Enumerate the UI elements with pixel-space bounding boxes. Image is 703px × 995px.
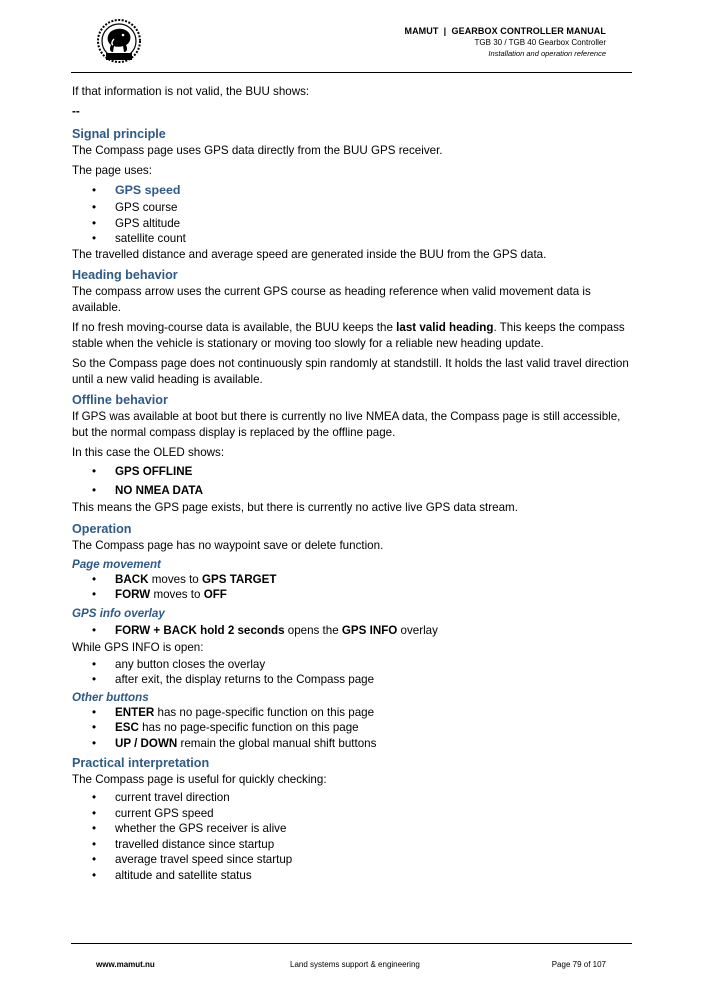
header-rule (71, 72, 632, 73)
offline-list (72, 462, 632, 500)
offline-p1: If GPS was available at boot but there is currently no live NMEA data, the Compass page is still accessible, but the normal compass display is replaced by the offline page. (72, 409, 621, 439)
list-item: • GPS course (72, 200, 632, 216)
list-item: • UP / DOWN remain the global manual shift buttons (72, 736, 632, 752)
other-buttons-heading: Other buttons (72, 690, 149, 704)
footer-website[interactable]: www.mamut.nu (96, 960, 155, 969)
signal-p1: The Compass page uses GPS data directly from the BUU GPS receiver. (72, 144, 443, 157)
list-item: • any button closes the overlay (72, 657, 632, 673)
footer-tagline: Land systems support & engineering (290, 960, 420, 969)
manual-section: Installation and operation reference (488, 49, 606, 58)
page-content (72, 84, 632, 883)
mamut-logo (94, 18, 144, 64)
list-item: • ENTER has no page-specific function on this page (72, 705, 632, 721)
heading-p3: So the Compass page does not continuously spin randomly at standstill. It holds the last valid travel direction until a new valid heading is available. (72, 356, 629, 386)
list-item: • current travel direction (72, 790, 632, 806)
practical-interpretation-heading: Practical interpretation (72, 756, 210, 770)
list-item: • altitude and satellite status (72, 868, 632, 884)
overlay-open-list (72, 657, 632, 688)
overlay-list (72, 621, 632, 640)
list-item: • GPS speed (72, 181, 632, 200)
signal-p3: The travelled distance and average speed are generated inside the BUU from the GPS data. (72, 247, 547, 261)
practical-list (72, 790, 632, 883)
list-item: • ESC has no page-specific function on this page (72, 720, 632, 736)
heading-p1: The compass arrow uses the current GPS course as heading reference when valid movement data is available. (72, 284, 591, 314)
list-item: • after exit, the display returns to the Compass page (72, 672, 632, 688)
heading-behavior-heading: Heading behavior (72, 267, 178, 282)
gps-info-overlay-heading: GPS info overlay (72, 606, 165, 620)
signal-p2: The page uses: (72, 164, 152, 177)
footer-rule (71, 943, 632, 944)
offline-p2: In this case the OLED shows: (72, 445, 225, 459)
dashes-text: -- (72, 105, 80, 118)
overlay-p: While GPS INFO is open: (72, 640, 204, 654)
operation-p1: The Compass page has no waypoint save or delete function. (72, 538, 384, 552)
list-item: • GPS altitude (72, 216, 632, 232)
list-item: • satellite count (72, 231, 632, 247)
list-item: • FORW moves to OFF (72, 587, 632, 603)
list-item: • current GPS speed (72, 806, 632, 822)
page-movement-heading: Page movement (72, 557, 161, 571)
heading-p2: If no fresh moving-course data is available, the BUU keeps the last valid heading. This keeps the compass stable when the vehicle is stationary or moving too slowly for a reliable new heading update. (72, 320, 625, 350)
footer-page-number: Page 79 of 107 (551, 960, 606, 969)
manual-subtitle: TGB 30 / TGB 40 Gearbox Controller (474, 38, 606, 47)
list-item: • average travel speed since startup (72, 852, 632, 868)
list-item: • travelled distance since startup (72, 837, 632, 853)
operation-heading: Operation (72, 521, 132, 536)
page-header (404, 26, 606, 59)
signal-principle-heading: Signal principle (72, 127, 166, 141)
page-movement-list (72, 572, 632, 603)
offline-behavior-heading: Offline behavior (72, 392, 168, 407)
manual-title: MAMUT | GEARBOX CONTROLLER MANUAL (404, 26, 606, 36)
list-item: • NO NMEA DATA (72, 481, 632, 500)
practical-p1: The Compass page is useful for quickly checking: (72, 773, 327, 786)
list-item: • BACK moves to GPS TARGET (72, 572, 632, 588)
intro-text: If that information is not valid, the BUU shows: (72, 85, 310, 98)
offline-p3: This means the GPS page exists, but there is currently no active live GPS data stream. (72, 500, 518, 514)
list-item: • FORW + BACK hold 2 seconds opens the GPS INFO overlay (72, 621, 632, 640)
other-buttons-list (72, 705, 632, 752)
list-item: • GPS OFFLINE (72, 462, 632, 481)
signal-list (72, 181, 632, 247)
list-item: • whether the GPS receiver is alive (72, 821, 632, 837)
